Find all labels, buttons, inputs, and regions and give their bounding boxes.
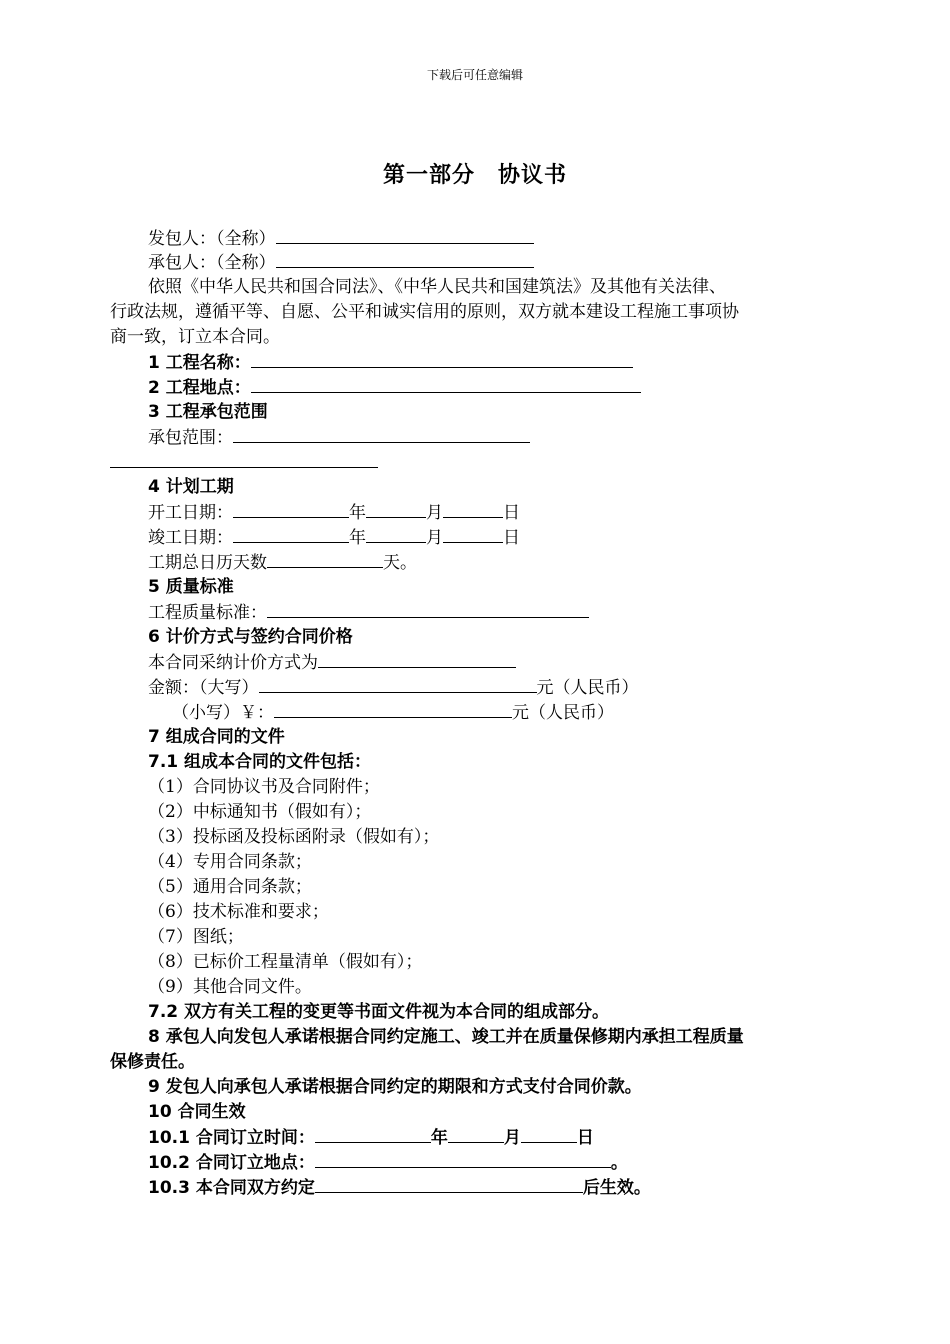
project-name-line: 1 工程名称： [148, 350, 633, 375]
intro-line-3: 商一致，订立本合同。 [110, 327, 280, 347]
amount-words-line: 金额：（大写） 元（人民币） [148, 675, 639, 700]
page-header: 下载后可任意编辑 [426, 68, 523, 82]
employer-line: 发包人：（全称） [148, 226, 534, 251]
doc-item: （9）其他合同文件。 [148, 977, 312, 997]
doc-item: （7）图纸； [148, 927, 244, 947]
scope-blank [233, 425, 530, 443]
project-name-blank [251, 350, 633, 368]
doc-item: （1）合同协议书及合同附件； [148, 777, 380, 797]
section-5-heading: 5 质量标准 [148, 577, 234, 597]
section-8-line-2: 保修责任。 [110, 1052, 195, 1072]
section-7-1: 7.1 组成本合同的文件包括： [148, 752, 372, 772]
signing-place-line: 10.2 合同订立地点： 。 [148, 1150, 628, 1175]
page-title: 第一部分 协议书 [382, 163, 567, 188]
employer-blank [276, 226, 534, 244]
project-location-line: 2 工程地点： [148, 375, 641, 400]
section-3-heading: 3 工程承包范围 [148, 402, 268, 422]
section-10-heading: 10 合同生效 [148, 1102, 246, 1122]
quality-line: 工程质量标准： [148, 600, 589, 625]
start-date-line: 开工日期： 年 月 日 [148, 500, 520, 525]
contractor-line: 承包人：（全称） [148, 250, 534, 275]
pricing-method-line: 本合同采纳计价方式为 [148, 650, 516, 675]
section-4-heading: 4 计划工期 [148, 477, 234, 497]
doc-item: （6）技术标准和要求； [148, 902, 329, 922]
project-location-blank [251, 375, 641, 393]
finish-date-line: 竣工日期： 年 月 日 [148, 525, 520, 550]
scope-continuation-blank [110, 467, 378, 468]
scope-line: 承包范围： [148, 425, 530, 450]
intro-line-1: 依照《中华人民共和国合同法》、《中华人民共和国建筑法》及其他有关法律、 [148, 277, 726, 297]
contractor-blank [276, 250, 534, 268]
duration-line: 工期总日历天数 天。 [148, 550, 417, 575]
doc-item: （5）通用合同条款； [148, 877, 312, 897]
section-7-heading: 7 组成合同的文件 [148, 727, 285, 747]
doc-item: （2）中标通知书（假如有）； [148, 802, 372, 822]
amount-figures-line: （小写）￥： 元（人民币） [172, 700, 614, 725]
doc-item: （4）专用合同条款； [148, 852, 312, 872]
intro-line-2: 行政法规，遵循平等、自愿、公平和诚实信用的原则，双方就本建设工程施工事项协 [110, 302, 739, 322]
doc-item: （8）已标价工程量清单（假如有）； [148, 952, 423, 972]
signing-time-line: 10.1 合同订立时间： 年 月 日 [148, 1125, 594, 1150]
section-9: 9 发包人向承包人承诺根据合同约定的期限和方式支付合同价款。 [148, 1077, 642, 1097]
section-7-2: 7.2 双方有关工程的变更等书面文件视为本合同的组成部分。 [148, 1002, 610, 1022]
effective-line: 10.3 本合同双方约定 后生效。 [148, 1175, 651, 1200]
doc-item: （3）投标函及投标函附录（假如有）； [148, 827, 440, 847]
section-8-line-1: 8 承包人向发包人承诺根据合同约定施工、竣工并在质量保修期内承担工程质量 [148, 1027, 744, 1047]
section-6-heading: 6 计价方式与签约合同价格 [148, 627, 353, 647]
